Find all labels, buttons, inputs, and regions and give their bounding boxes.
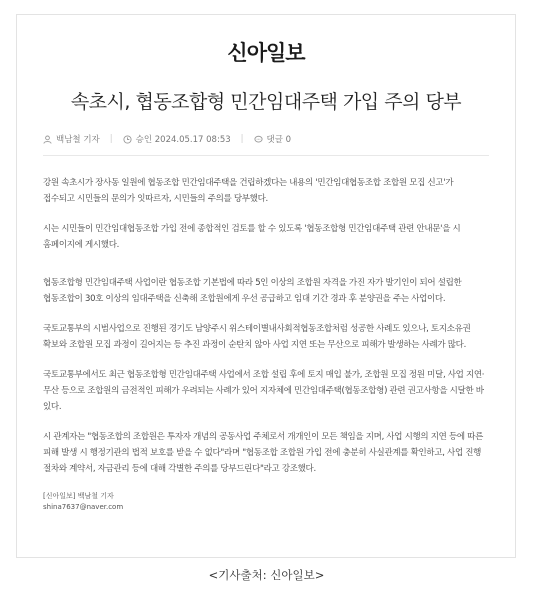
newspaper-logo[interactable]: 신아일보 [227, 41, 305, 65]
reporter-name[interactable]: 백남철 기자 [56, 135, 100, 145]
published-date: 승인 2024.05.17 08:53 [135, 135, 231, 145]
article-paragraph: 국토교통부에서도 최근 협동조합형 민간임대주택 사업에서 조합 설립 후에 토지 매입 불가, 조합원 모집 정원 미달, 사업 지연·무산 등으로 조합원의 금전적인 피해가 우려되는 사례가 있어 지자체에 민간임대주택(협동조합형) 관련 권고사항을 시달한 바 있다. [43, 370, 485, 412]
article-title: 속초시, 협동조합형 민간임대주택 가입 주의 당부 [70, 91, 462, 113]
article-body [43, 175, 487, 513]
article-paragraph: 강원 속초시가 장사동 일원에 협동조합 민간임대주택을 건립하겠다는 내용의 '민간임대협동조합 조합원 모집 신고'가 접수되고 시민들의 문의가 잇따르자, 시민들의 주의를 당부했다. [43, 178, 454, 204]
meta-divider: | [109, 134, 113, 144]
article-paragraph: 협동조합형 민간임대주택 사업이란 협동조합 기본법에 따라 5인 이상의 조합원 자격을 가진 자가 발기인이 되어 설립한 협동조합이 30호 이상의 임대주택을 신축해 조합원에게 우선 공급하고 임대 기간 경과 후 분양권을 주는 사업이다. [43, 278, 462, 304]
clock-icon [123, 135, 132, 144]
article-meta [43, 133, 291, 145]
article-paragraph: 시 관계자는 "협동조합의 조합원은 투자자 개념의 공동사업 주체로서 개개인이 모든 책임을 지며, 사업 시행의 지연 등에 따른 피해 발생 시 행정기관의 법적 보호를 받을 수 없다"라며 "협동조합 조합원 가입 전에 충분히 사실관계를 확인하고, 사업 진행 절차와 계약서, 자금관리 등에 대해 각별한 주의를 당부드린다"라고 강조했다. [43, 432, 483, 474]
article-paragraph: 시는 시민들이 민간임대협동조합 가입 전에 종합적인 검토를 할 수 있도록 '협동조합형 민간임대주택 관련 안내문'을 시 홈페이지에 게시했다. [43, 224, 461, 250]
byline-email[interactable]: shina7637@naver.com [43, 503, 124, 511]
header-divider [43, 155, 489, 156]
article-source: <기사출처: 신아일보> [208, 568, 325, 582]
article-card [16, 14, 516, 558]
comment-count[interactable]: 댓글 0 [266, 135, 292, 145]
byline [43, 491, 487, 513]
article-paragraph: 국토교통부의 시범사업으로 진행된 경기도 남양주시 위스테이별내사회적협동조합처럼 성공한 사례도 있으나, 토지소유권 확보와 조합원 모집 과정이 길어지는 등 추진 과정이 순탄치 않아 사업 지연 또는 무산으로 피해가 발생하는 사례가 많다. [43, 324, 471, 350]
user-icon [43, 135, 52, 144]
comment-icon [254, 135, 263, 144]
byline-name: [신아일보] 백남철 기자 [43, 492, 114, 500]
meta-divider: | [240, 134, 244, 144]
